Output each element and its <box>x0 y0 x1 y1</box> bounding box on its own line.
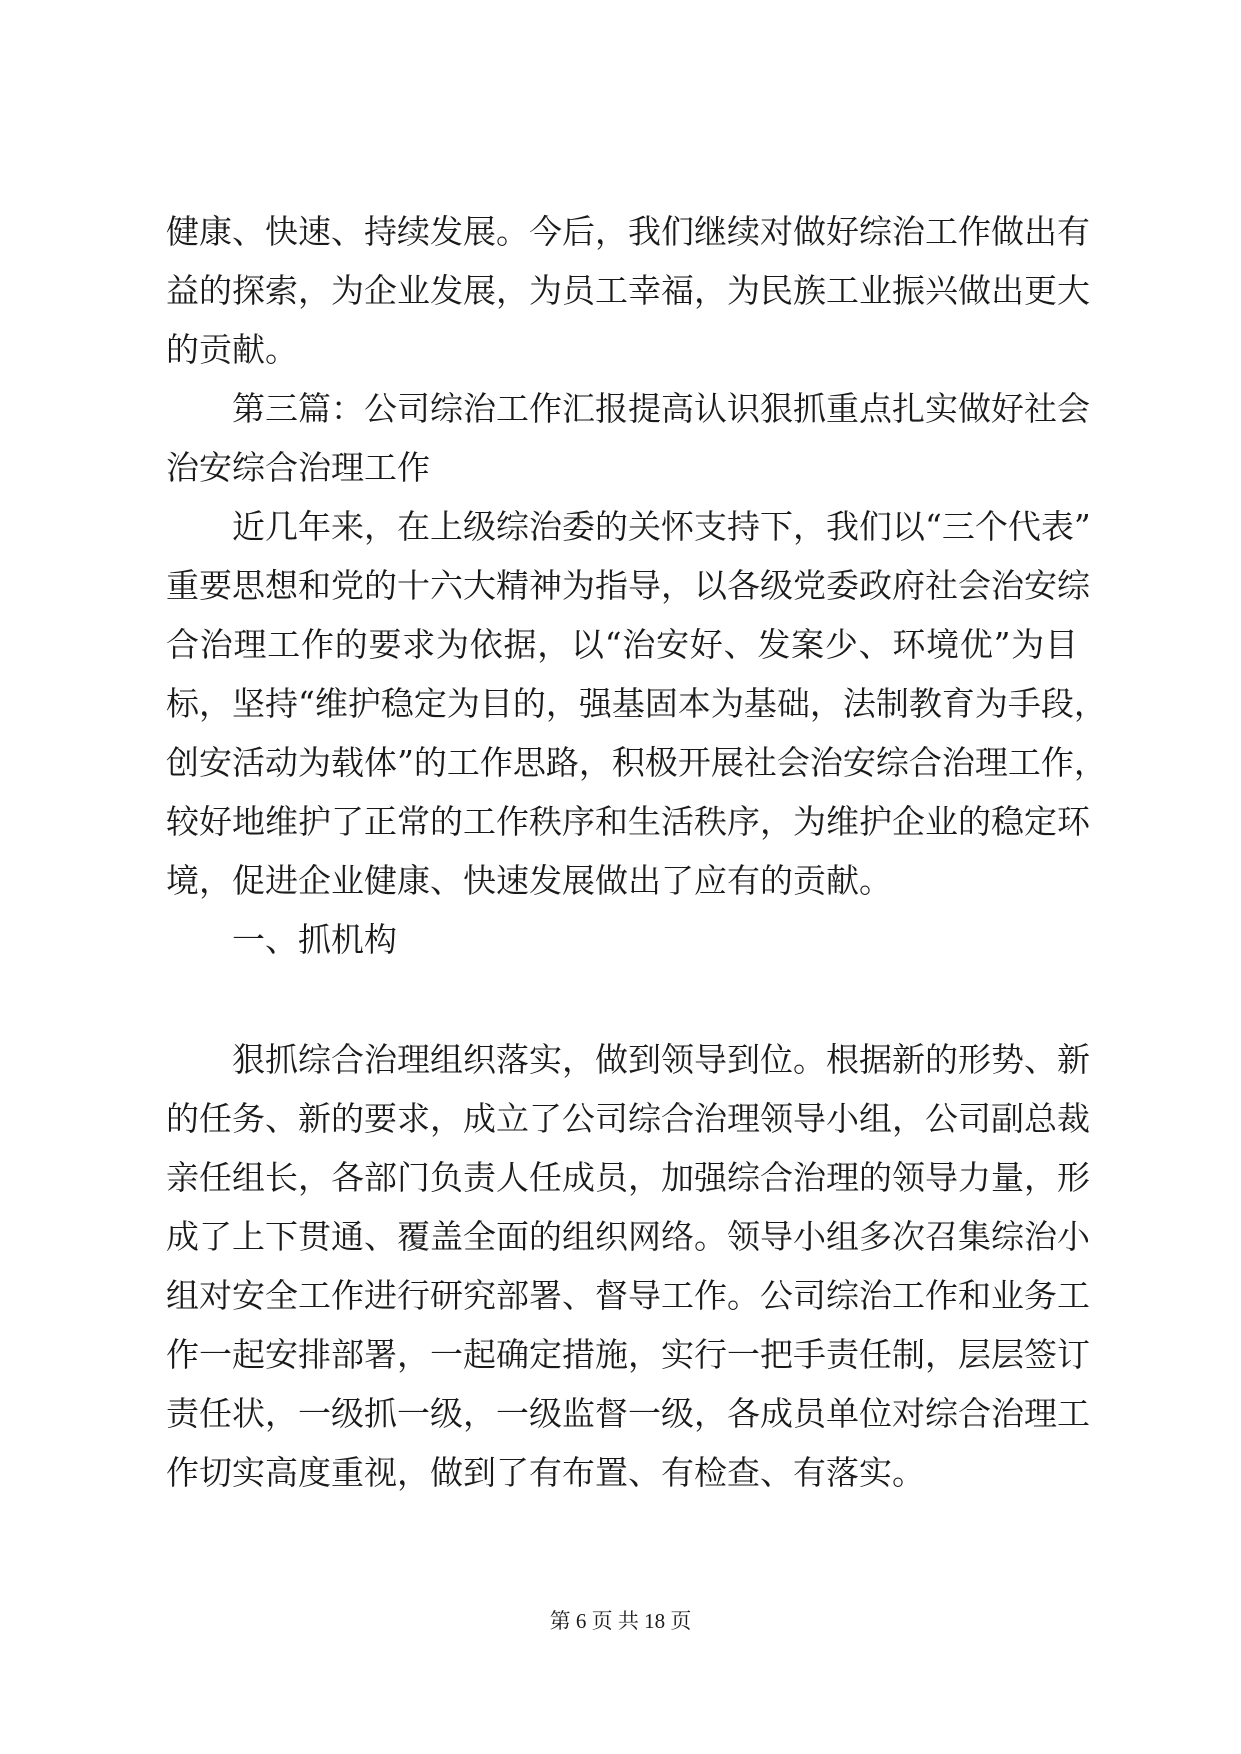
text-line: 近几年来，在上级综治委的关怀支持下，我们以“三个代表” <box>232 507 1091 546</box>
subheading-line: 一、抓机构 <box>232 920 397 959</box>
text-line: 较好地维护了正常的工作秩序和生活秩序，为维护企业的稳定环 <box>166 802 1090 841</box>
text-line: 狠抓综合治理组织落实，做到领导到位。根据新的形势、新 <box>232 1040 1090 1079</box>
text-line: 的贡献。 <box>166 330 298 369</box>
page-footer: 第 6 页 共 18 页 <box>549 1609 692 1633</box>
text-line: 成了上下贯通、覆盖全面的组织网络。领导小组多次召集综治小 <box>166 1217 1090 1256</box>
text-line: 标，坚持“维护稳定为目的，强基固本为基础，法制教育为手段， <box>166 684 1107 723</box>
text-line: 创安活动为载体”的工作思路，积极开展社会治安综合治理工作， <box>166 743 1107 782</box>
text-line: 益的探索，为企业发展，为员工幸福，为民族工业振兴做出更大 <box>166 271 1090 310</box>
section-heading-line: 治安综合治理工作 <box>166 448 430 487</box>
text-line: 的任务、新的要求，成立了公司综合治理领导小组，公司副总裁 <box>166 1099 1090 1138</box>
text-line: 责任状，一级抓一级，一级监督一级，各成员单位对综合治理工 <box>166 1394 1090 1433</box>
text-line: 亲任组长，各部门负责人任成员，加强综合治理的领导力量，形 <box>166 1158 1090 1197</box>
section-heading-line: 第三篇：公司综治工作汇报提高认识狠抓重点扎实做好社会 <box>232 389 1090 428</box>
text-line: 作切实高度重视，做到了有布置、有检查、有落实。 <box>166 1453 925 1492</box>
text-line: 重要思想和党的十六大精神为指导，以各级党委政府社会治安综 <box>166 566 1090 605</box>
text-line: 健康、快速、持续发展。今后，我们继续对做好综治工作做出有 <box>166 212 1090 251</box>
text-line: 合治理工作的要求为依据，以“治安好、发案少、环境优”为目 <box>166 625 1078 664</box>
text-line: 境，促进企业健康、快速发展做出了应有的贡献。 <box>166 861 892 900</box>
text-line: 作一起安排部署，一起确定措施，实行一把手责任制，层层签订 <box>166 1335 1090 1374</box>
text-line: 组对安全工作进行研究部署、督导工作。公司综治工作和业务工 <box>166 1276 1090 1315</box>
